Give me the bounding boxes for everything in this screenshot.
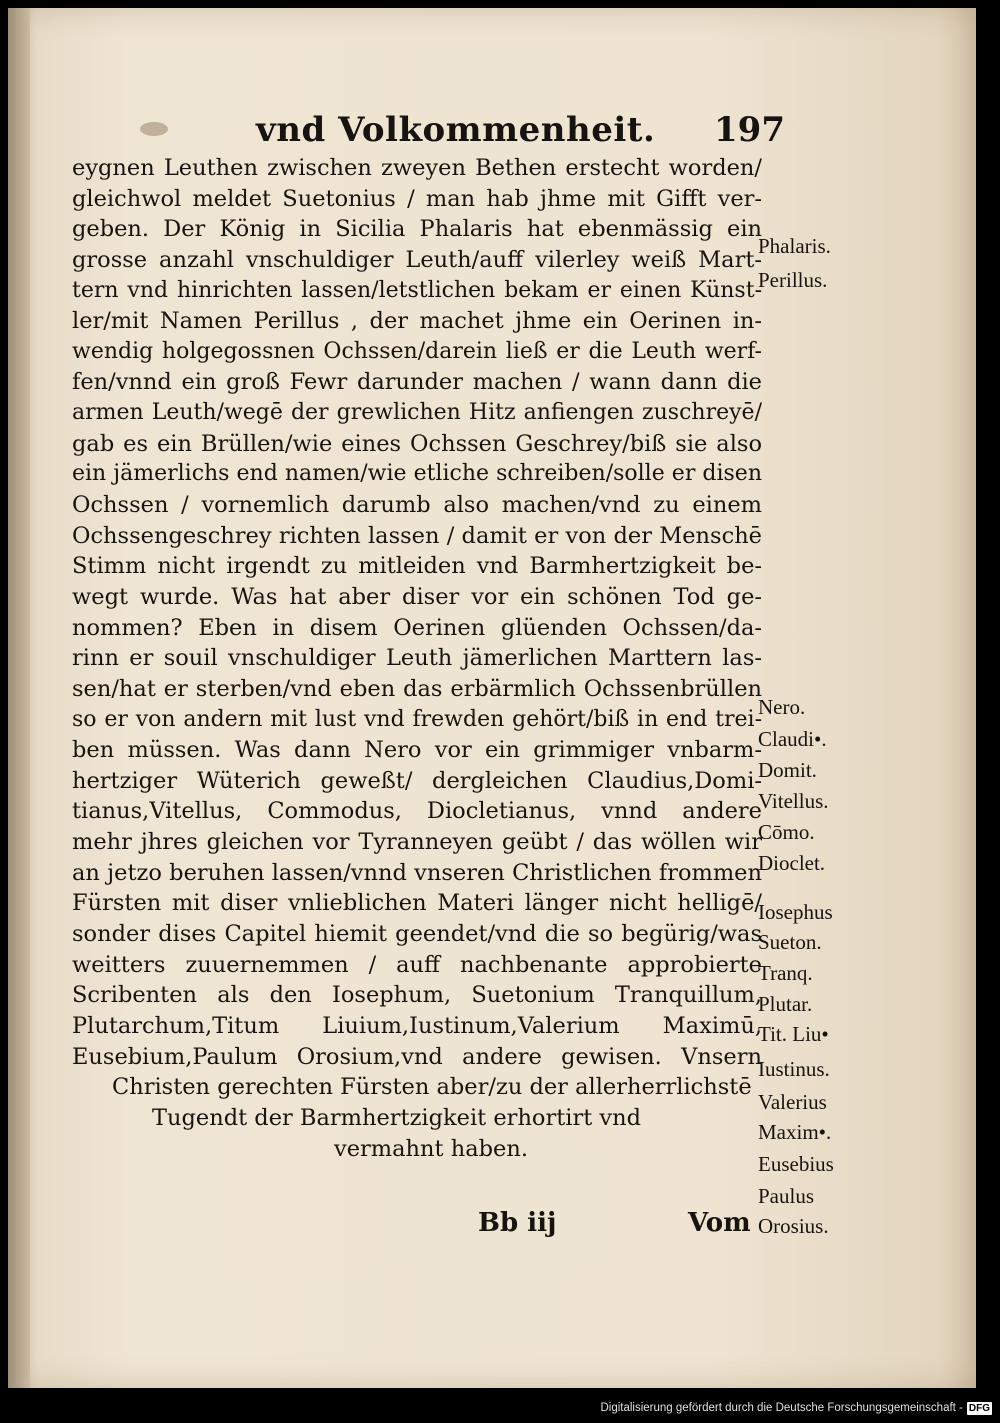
margin-note: Tit. Liu• [758,1022,829,1046]
text-line: tern vnd hinrichten lassen/letstlichen bekam er einen Künst- [72,277,762,303]
text-line: tianus,Vitellus, Commodus, Diocletianus, vnnd andere [72,798,762,825]
text-line: armen Leuth/wegē der grewlichen Hitz anfiengen zuschreyē/ [72,400,762,426]
page-number: 197 [714,110,785,150]
signature-mark: Bb iij [478,1208,557,1238]
digitization-notice: Digitalisierung gefördert durch die Deutsche Forschungsgemeinschaft - [600,1402,963,1414]
text-line: rinn er souil vnschuldiger Leuth jämerlichen Marttern las- [72,645,762,672]
margin-note: Sueton. [758,930,822,954]
margin-note: Claudi•. [758,727,827,751]
text-line: weitters zuuernemmen / auff nachbenante approbierte [72,951,762,978]
margin-note: Eusebius [758,1152,834,1176]
margin-note: Vitellus. [758,789,829,813]
text-line: ein jämerlichs end namen/wie etliche schreiben/solle er disen [72,461,762,487]
text-line: Scribenten als den Iosephum, Suetonium Tranquillum, [72,982,762,1009]
digitization-bar [0,1393,1000,1423]
text-line: Stimm nicht irgendt zu mitleiden vnd Barmhertzigkeit be- [72,553,762,580]
margin-note: Iustinus. [758,1057,830,1081]
text-line: grosse anzahl vnschuldiger Leuth/auff vilerley weiß Mart- [72,246,762,273]
text-line: hertziger Wüterich geweßt/ dergleichen Claudius,Domi- [72,767,762,794]
text-line: Tugendt der Barmhertzigkeit erhortirt vnd [152,1104,642,1131]
margin-note: Paulus [758,1184,815,1208]
text-line: Ochssengeschrey richten lassen / damit er von der Menschē [72,522,762,549]
text-line: an jetzo beruhen lassen/vnnd vnseren Christlichen frommen [72,859,762,886]
margin-note: Phalaris. [758,234,831,258]
text-line: eygnen Leuthen zwischen zweyen Bethen erstecht worden/ [72,155,762,181]
running-title: vnd Volkommenheit. [256,110,656,150]
text-line: Fürsten mit diser vnlieblichen Materi länger nicht helligē/ [72,890,762,917]
text-line: sonder dises Capitel hiemit geendet/vnd die so begürig/was [72,921,762,948]
text-line: so er von andern mit lust vnd frewden gehört/biß in end trei- [72,706,762,732]
page-gutter [8,8,30,1388]
margin-note: Dioclet. [758,851,826,875]
text-line: Ochssen / vornemlich darumb also machen/vnd zu einem [72,492,762,519]
text-line: gleichwol meldet Suetonius / man hab jhme mit Gifft ver- [72,185,762,212]
text-line: gab es ein Brüllen/wie eines Ochssen Geschrey/biß sie also [72,430,762,457]
text-line: nommen? Eben in disem Oerinen glüenden Ochssen/da- [72,614,762,641]
text-line: vermahnt haben. [334,1135,528,1162]
margin-note: Iosephus [758,900,833,924]
text-line: wendig holgegossnen Ochssen/darein ließ er die Leuth werf- [72,338,762,364]
text-line: fen/vnnd ein groß Fewr darunder machen / wann dann die [72,369,762,396]
margin-note: Orosius. [758,1214,829,1238]
text-line: wegt wurde. Was hat aber diser vor ein schönen Tod ge- [72,583,762,610]
margin-note: Domit. [758,758,817,782]
text-line: Eusebium,Paulum Orosium,vnd andere gewisen. Vnsern [72,1043,762,1070]
margin-note: Tranq. [758,961,813,985]
margin-note: Perillus. [758,268,828,292]
text-line: mehr jhres gleichen vor Tyranneyen geübt / das wöllen wir [72,829,762,856]
margin-note: Maxim•. [758,1120,832,1144]
text-line: Christen gerechten Fürsten aber/zu der allerherrlichstē [112,1074,752,1101]
text-line: ben müssen. Was dann Nero vor ein grimmiger vnbarm- [72,737,762,764]
text-line: Plutarchum,Titum Liuium,Iustinum,Valerium Maximū, [72,1012,762,1039]
text-line: geben. Der König in Sicilia Phalaris hat ebenmässig ein [72,216,762,243]
margin-note: Valerius [758,1090,827,1114]
catchword: Vom [688,1208,751,1238]
body-text [72,153,762,1164]
margin-note: Plutar. [758,992,813,1016]
margin-note: Cōmo. [758,820,815,844]
margin-note: Nero. [758,695,806,719]
text-line: ler/mit Namen Perillus , der machet jhme ein Oerinen in- [72,308,762,335]
dfg-logo-icon: DFG [968,1402,990,1414]
ink-blot [140,122,168,136]
text-line: sen/hat er sterben/vnd eben das erbärmlich Ochssenbrüllen [72,675,762,702]
